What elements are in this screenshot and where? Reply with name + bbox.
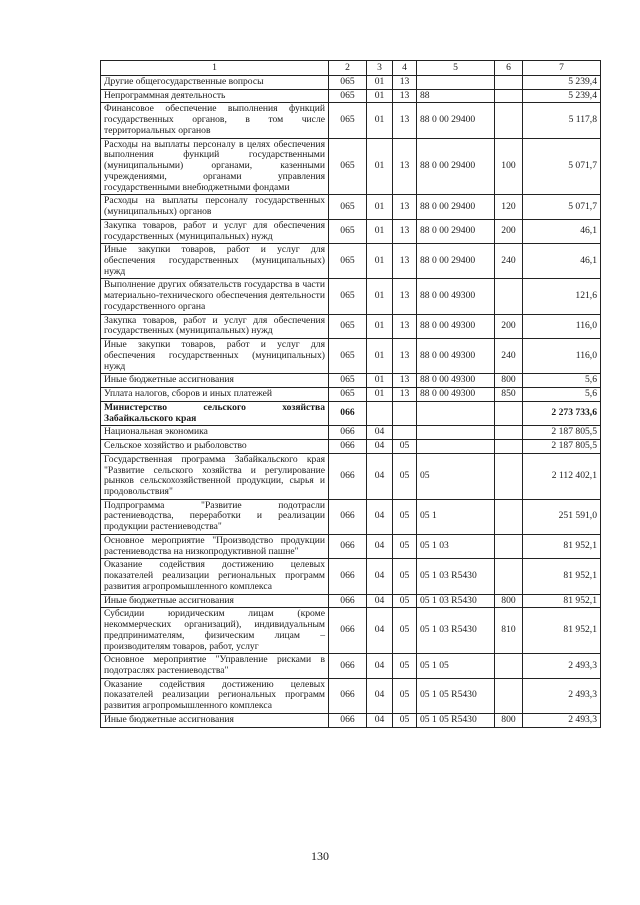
item-name: Иные закупки товаров, работ и услуг для обеспечения государственных (муниципальных) нужд bbox=[101, 244, 329, 279]
ministry-code: 066 bbox=[329, 534, 367, 558]
section-code: 01 bbox=[367, 388, 393, 402]
subsection-code bbox=[393, 426, 417, 440]
ministry-code: 065 bbox=[329, 279, 367, 314]
expense-type-code bbox=[495, 559, 523, 594]
amount: 2 493,3 bbox=[523, 654, 601, 678]
column-header: 2 bbox=[329, 61, 367, 76]
subsection-code bbox=[393, 401, 417, 425]
item-name: Основное мероприятие "Производство продукции растениеводства на низкопродуктивной пашне" bbox=[101, 534, 329, 558]
amount: 2 187 805,5 bbox=[523, 426, 601, 440]
subsection-code: 05 bbox=[393, 608, 417, 654]
target-code: 88 0 00 49300 bbox=[417, 374, 495, 388]
item-name: Уплата налогов, сборов и иных платежей bbox=[101, 388, 329, 402]
item-name: Оказание содействия достижению целевых показателей реализации региональных программ развития агропромышленного комплекса bbox=[101, 559, 329, 594]
item-name: Непрограммная деятельность bbox=[101, 89, 329, 103]
table-row bbox=[101, 314, 601, 338]
subsection-code: 05 bbox=[393, 678, 417, 713]
target-code: 88 0 00 49300 bbox=[417, 314, 495, 338]
subsection-code: 05 bbox=[393, 594, 417, 608]
subsection-code: 05 bbox=[393, 559, 417, 594]
section-code: 01 bbox=[367, 219, 393, 243]
column-header: 7 bbox=[523, 61, 601, 76]
section-code: 01 bbox=[367, 195, 393, 219]
amount: 46,1 bbox=[523, 244, 601, 279]
table-body bbox=[101, 76, 601, 728]
ministry-code: 066 bbox=[329, 608, 367, 654]
ministry-code: 065 bbox=[329, 339, 367, 374]
table-row bbox=[101, 219, 601, 243]
subsection-code: 13 bbox=[393, 279, 417, 314]
expense-type-code bbox=[495, 103, 523, 138]
expense-type-code: 200 bbox=[495, 219, 523, 243]
target-code: 88 0 00 29400 bbox=[417, 138, 495, 195]
ministry-code: 065 bbox=[329, 219, 367, 243]
target-code: 05 1 03 R5430 bbox=[417, 608, 495, 654]
ministry-code: 066 bbox=[329, 713, 367, 727]
target-code: 88 0 00 29400 bbox=[417, 103, 495, 138]
table-row bbox=[101, 678, 601, 713]
section-code bbox=[367, 401, 393, 425]
table-row bbox=[101, 713, 601, 727]
table-row bbox=[101, 426, 601, 440]
section-code: 04 bbox=[367, 654, 393, 678]
expense-type-code bbox=[495, 89, 523, 103]
column-header: 6 bbox=[495, 61, 523, 76]
amount: 2 112 402,1 bbox=[523, 453, 601, 499]
ministry-code: 066 bbox=[329, 499, 367, 534]
section-code: 04 bbox=[367, 499, 393, 534]
amount: 121,6 bbox=[523, 279, 601, 314]
amount: 46,1 bbox=[523, 219, 601, 243]
amount: 116,0 bbox=[523, 314, 601, 338]
subsection-code: 13 bbox=[393, 219, 417, 243]
item-name: Расходы на выплаты персоналу государственных (муниципальных) органов bbox=[101, 195, 329, 219]
target-code: 05 1 05 bbox=[417, 654, 495, 678]
section-code: 04 bbox=[367, 559, 393, 594]
amount: 5 239,4 bbox=[523, 76, 601, 90]
target-code: 05 1 03 R5430 bbox=[417, 594, 495, 608]
target-code: 88 0 00 29400 bbox=[417, 219, 495, 243]
subsection-code: 13 bbox=[393, 103, 417, 138]
expense-type-code: 800 bbox=[495, 374, 523, 388]
table-row bbox=[101, 195, 601, 219]
expense-type-code bbox=[495, 499, 523, 534]
target-code: 05 1 03 R5430 bbox=[417, 559, 495, 594]
table-row bbox=[101, 453, 601, 499]
item-name: Сельское хозяйство и рыболовство bbox=[101, 440, 329, 454]
subsection-code: 13 bbox=[393, 195, 417, 219]
table-row bbox=[101, 440, 601, 454]
subsection-code: 13 bbox=[393, 339, 417, 374]
section-code: 04 bbox=[367, 713, 393, 727]
table-row bbox=[101, 279, 601, 314]
column-header: 3 bbox=[367, 61, 393, 76]
section-code: 01 bbox=[367, 374, 393, 388]
expense-type-code: 240 bbox=[495, 244, 523, 279]
ministry-code: 065 bbox=[329, 195, 367, 219]
ministry-code: 066 bbox=[329, 426, 367, 440]
item-name: Основное мероприятие "Управление рисками в подотраслях растениеводства" bbox=[101, 654, 329, 678]
table-row bbox=[101, 89, 601, 103]
amount: 116,0 bbox=[523, 339, 601, 374]
ministry-code: 065 bbox=[329, 388, 367, 402]
expense-type-code bbox=[495, 279, 523, 314]
expense-type-code bbox=[495, 440, 523, 454]
section-code: 04 bbox=[367, 534, 393, 558]
amount: 2 273 733,6 bbox=[523, 401, 601, 425]
target-code: 88 0 00 49300 bbox=[417, 279, 495, 314]
target-code: 05 1 bbox=[417, 499, 495, 534]
subsection-code: 05 bbox=[393, 534, 417, 558]
section-code: 01 bbox=[367, 339, 393, 374]
item-name: Государственная программа Забайкальского края "Развитие сельского хозяйства и регулирование рынков сельскохозяйственной продукции, сырья и продовольствия" bbox=[101, 453, 329, 499]
item-name: Национальная экономика bbox=[101, 426, 329, 440]
table-row bbox=[101, 103, 601, 138]
section-code: 01 bbox=[367, 279, 393, 314]
budget-table bbox=[100, 60, 601, 728]
table-row bbox=[101, 534, 601, 558]
item-name: Подпрограмма "Развитие подотрасли растениеводства, переработки и реализации продукции растениеводства" bbox=[101, 499, 329, 534]
subsection-code: 13 bbox=[393, 388, 417, 402]
section-code: 04 bbox=[367, 453, 393, 499]
section-code: 04 bbox=[367, 594, 393, 608]
expense-type-code: 810 bbox=[495, 608, 523, 654]
expense-type-code bbox=[495, 76, 523, 90]
item-name: Иные бюджетные ассигнования bbox=[101, 374, 329, 388]
table-row bbox=[101, 339, 601, 374]
target-code: 88 0 00 29400 bbox=[417, 195, 495, 219]
amount: 5,6 bbox=[523, 374, 601, 388]
amount: 5,6 bbox=[523, 388, 601, 402]
item-name: Иные бюджетные ассигнования bbox=[101, 713, 329, 727]
ministry-code: 066 bbox=[329, 594, 367, 608]
section-code: 01 bbox=[367, 103, 393, 138]
target-code bbox=[417, 76, 495, 90]
item-name: Оказание содействия достижению целевых показателей реализации региональных программ развития агропромышленного комплекса bbox=[101, 678, 329, 713]
section-code: 04 bbox=[367, 608, 393, 654]
ministry-code: 066 bbox=[329, 678, 367, 713]
subsection-code: 13 bbox=[393, 244, 417, 279]
subsection-code: 05 bbox=[393, 453, 417, 499]
item-name: Другие общегосударственные вопросы bbox=[101, 76, 329, 90]
target-code: 05 bbox=[417, 453, 495, 499]
column-header: 5 bbox=[417, 61, 495, 76]
table-row bbox=[101, 76, 601, 90]
target-code bbox=[417, 440, 495, 454]
section-code: 01 bbox=[367, 314, 393, 338]
table-row bbox=[101, 401, 601, 425]
target-code: 88 0 00 49300 bbox=[417, 339, 495, 374]
expense-type-code bbox=[495, 534, 523, 558]
expense-type-code: 800 bbox=[495, 594, 523, 608]
amount: 2 493,3 bbox=[523, 713, 601, 727]
ministry-code: 066 bbox=[329, 440, 367, 454]
column-header: 4 bbox=[393, 61, 417, 76]
item-name: Закупка товаров, работ и услуг для обеспечения государственных (муниципальных) нужд bbox=[101, 219, 329, 243]
ministry-code: 066 bbox=[329, 654, 367, 678]
target-code: 05 1 05 R5430 bbox=[417, 713, 495, 727]
expense-type-code bbox=[495, 426, 523, 440]
item-name: Выполнение других обязательств государства в части материально-технического обеспечения деятельности государственного органа bbox=[101, 279, 329, 314]
target-code: 05 1 03 bbox=[417, 534, 495, 558]
item-name: Иные бюджетные ассигнования bbox=[101, 594, 329, 608]
expense-type-code bbox=[495, 401, 523, 425]
ministry-code: 065 bbox=[329, 138, 367, 195]
ministry-code: 066 bbox=[329, 453, 367, 499]
amount: 5 071,7 bbox=[523, 138, 601, 195]
subsection-code: 13 bbox=[393, 374, 417, 388]
amount: 2 493,3 bbox=[523, 678, 601, 713]
table-row bbox=[101, 654, 601, 678]
ministry-code: 066 bbox=[329, 559, 367, 594]
table-row bbox=[101, 559, 601, 594]
section-code: 04 bbox=[367, 426, 393, 440]
table-row bbox=[101, 594, 601, 608]
amount: 81 952,1 bbox=[523, 559, 601, 594]
section-code: 01 bbox=[367, 89, 393, 103]
header-row bbox=[101, 61, 601, 76]
target-code: 88 0 00 49300 bbox=[417, 388, 495, 402]
target-code: 88 bbox=[417, 89, 495, 103]
expense-type-code bbox=[495, 453, 523, 499]
subsection-code: 13 bbox=[393, 76, 417, 90]
section-code: 01 bbox=[367, 138, 393, 195]
ministry-code: 065 bbox=[329, 89, 367, 103]
table-row bbox=[101, 244, 601, 279]
ministry-code: 066 bbox=[329, 401, 367, 425]
expense-type-code bbox=[495, 654, 523, 678]
section-code: 04 bbox=[367, 678, 393, 713]
table-row bbox=[101, 388, 601, 402]
expense-type-code: 100 bbox=[495, 138, 523, 195]
item-name: Закупка товаров, работ и услуг для обеспечения государственных (муниципальных) нужд bbox=[101, 314, 329, 338]
item-name: Министерство сельского хозяйства Забайкальского края bbox=[101, 401, 329, 425]
amount: 2 187 805,5 bbox=[523, 440, 601, 454]
subsection-code: 05 bbox=[393, 440, 417, 454]
amount: 5 239,4 bbox=[523, 89, 601, 103]
expense-type-code: 800 bbox=[495, 713, 523, 727]
amount: 81 952,1 bbox=[523, 594, 601, 608]
expense-type-code: 240 bbox=[495, 339, 523, 374]
subsection-code: 13 bbox=[393, 138, 417, 195]
subsection-code: 05 bbox=[393, 499, 417, 534]
item-name: Иные закупки товаров, работ и услуг для обеспечения государственных (муниципальных) нужд bbox=[101, 339, 329, 374]
expense-type-code bbox=[495, 678, 523, 713]
column-header: 1 bbox=[101, 61, 329, 76]
amount: 5 117,8 bbox=[523, 103, 601, 138]
expense-type-code: 120 bbox=[495, 195, 523, 219]
amount: 81 952,1 bbox=[523, 608, 601, 654]
target-code: 88 0 00 29400 bbox=[417, 244, 495, 279]
target-code bbox=[417, 401, 495, 425]
ministry-code: 065 bbox=[329, 244, 367, 279]
table-row bbox=[101, 608, 601, 654]
subsection-code: 05 bbox=[393, 713, 417, 727]
section-code: 04 bbox=[367, 440, 393, 454]
section-code: 01 bbox=[367, 76, 393, 90]
amount: 251 591,0 bbox=[523, 499, 601, 534]
ministry-code: 065 bbox=[329, 103, 367, 138]
section-code: 01 bbox=[367, 244, 393, 279]
item-name: Финансовое обеспечение выполнения функций государственных органов, в том числе территориальных органов bbox=[101, 103, 329, 138]
page-number: 130 bbox=[311, 849, 329, 863]
table-row bbox=[101, 499, 601, 534]
item-name: Субсидии юридическим лицам (кроме некоммерческих организаций), индивидуальным предпринимателям, физическим лицам – производителям товаров, работ, услуг bbox=[101, 608, 329, 654]
subsection-code: 05 bbox=[393, 654, 417, 678]
target-code: 05 1 05 R5430 bbox=[417, 678, 495, 713]
subsection-code: 13 bbox=[393, 314, 417, 338]
subsection-code: 13 bbox=[393, 89, 417, 103]
expense-type-code: 850 bbox=[495, 388, 523, 402]
amount: 81 952,1 bbox=[523, 534, 601, 558]
expense-type-code: 200 bbox=[495, 314, 523, 338]
item-name: Расходы на выплаты персоналу в целях обеспечения выполнения функций государственными (муниципальными) органами, казенными учреждениями, органами управления государственными внебюджетными фондами bbox=[101, 138, 329, 195]
ministry-code: 065 bbox=[329, 76, 367, 90]
table-row bbox=[101, 374, 601, 388]
ministry-code: 065 bbox=[329, 374, 367, 388]
amount: 5 071,7 bbox=[523, 195, 601, 219]
target-code bbox=[417, 426, 495, 440]
table-row bbox=[101, 138, 601, 195]
ministry-code: 065 bbox=[329, 314, 367, 338]
